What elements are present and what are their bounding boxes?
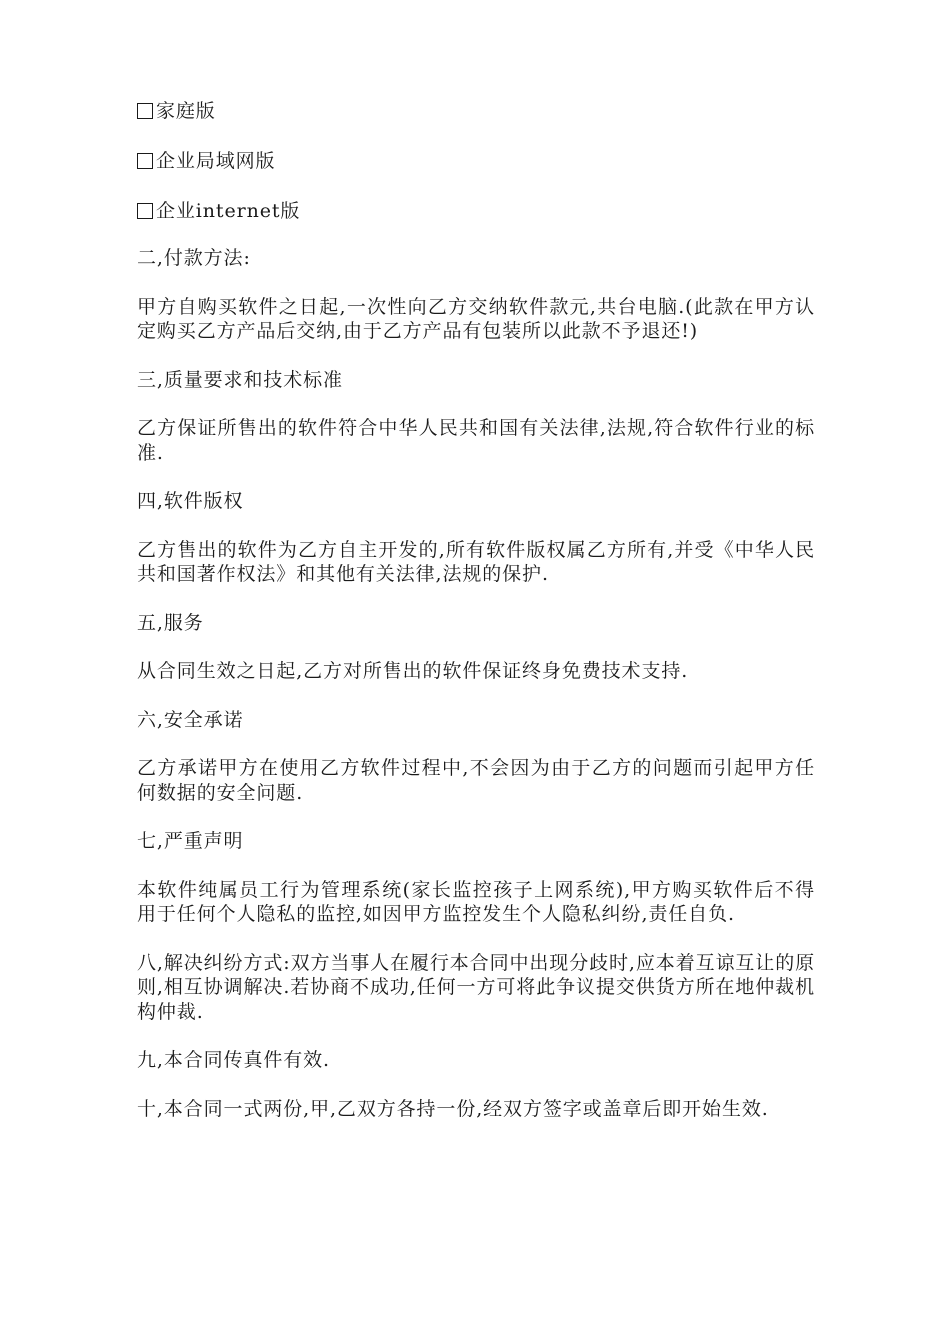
checkbox-icon[interactable] xyxy=(137,153,153,169)
option-label: 企业局域网版 xyxy=(156,150,276,172)
section-heading-payment: 二,付款方法: xyxy=(137,247,251,269)
paragraph-security: 乙方承诺甲方在使用乙方软件过程中,不会因为由于乙方的问题而引起甲方任何数据的安全问题. xyxy=(137,757,815,804)
paragraph-fax-validity: 九,本合同传真件有效. xyxy=(137,1049,330,1071)
section-heading-service: 五,服务 xyxy=(137,611,204,634)
paragraph-service: 从合同生效之日起,乙方对所售出的软件保证终身免费技术支持. xyxy=(137,660,689,682)
paragraph-dispute: 八,解决纠纷方式:双方当事人在履行本合同中出现分歧时,应本着互谅互让的原则,相互协调解决.若协商不成功,任何一方可将此争议提交供货方所在地仲裁机构仲裁. xyxy=(137,951,815,1023)
checkbox-icon[interactable] xyxy=(137,103,153,119)
paragraph-copyright: 乙方售出的软件为乙方自主开发的,所有软件版权属乙方所有,并受《中华人民共和国著作权法》和其他有关法律,法规的保护. xyxy=(137,538,815,585)
section-heading-security: 六,安全承诺 xyxy=(137,708,244,731)
checkbox-icon[interactable] xyxy=(137,203,153,219)
paragraph-declaration: 本软件纯属员工行为管理系统(家长监控孩子上网系统),甲方购买软件后不得用于任何个人隐私的监控,如因甲方监控发生个人隐私纠纷,责任自负. xyxy=(137,878,815,925)
option-label: 企业internet版 xyxy=(156,200,301,222)
section-heading-declaration: 七,严重声明 xyxy=(137,830,244,852)
paragraph-quality: 乙方保证所售出的软件符合中华人民共和国有关法律,法规,符合软件行业的标准. xyxy=(137,417,815,464)
contract-page xyxy=(137,96,815,1145)
option-internet-edition xyxy=(137,196,815,227)
option-home-edition xyxy=(137,96,815,127)
option-lan-edition xyxy=(137,146,815,177)
section-heading-copyright: 四,软件版权 xyxy=(137,490,244,512)
section-heading-quality: 三,质量要求和技术标准 xyxy=(137,368,343,391)
paragraph-payment: 甲方自购买软件之日起,一次性向乙方交纳软件款元,共台电脑.(此款在甲方认定购买乙方产品后交纳,由于乙方产品有包装所以此款不予退还!) xyxy=(137,295,815,342)
paragraph-copies: 十,本合同一式两份,甲,乙双方各持一份,经双方签字或盖章后即开始生效. xyxy=(137,1097,769,1120)
option-label: 家庭版 xyxy=(156,100,216,122)
